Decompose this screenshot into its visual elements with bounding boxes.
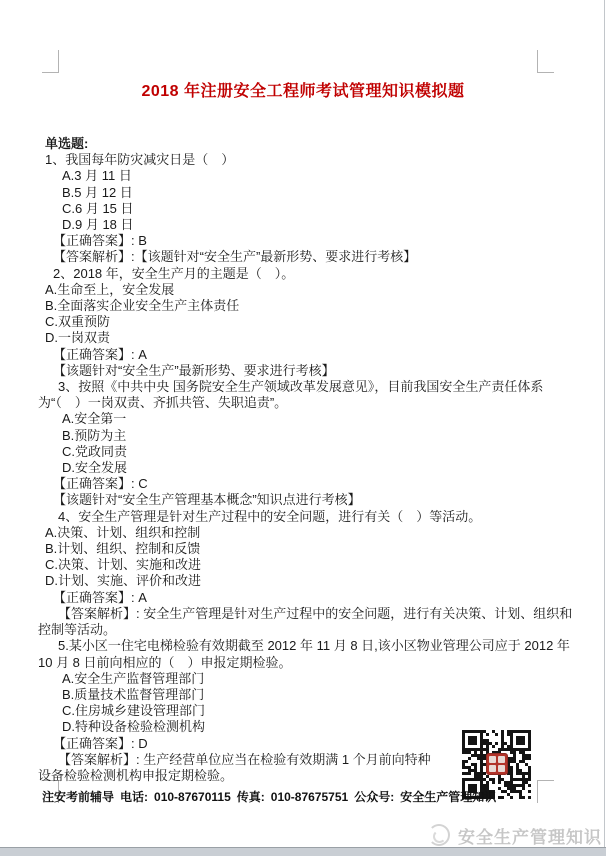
- answer-value: A: [138, 589, 147, 605]
- analysis-line: 【答案解析】:【该题针对“安全生产”最新形势、要求进行考核】: [53, 249, 417, 265]
- option-line: A.决策、计划、组织和控制: [45, 524, 201, 540]
- analysis-line: 【答案解析】: 生产经营单位应当在检验有效期满 1 个月前向特种设备检验检测机构申报定期检验。: [38, 751, 431, 783]
- footer-brand: 注安考前辅导: [42, 790, 115, 804]
- question-block: [38, 508, 577, 639]
- option-list: [45, 671, 577, 736]
- option-line: D.计划、实施、评价和改进: [45, 573, 202, 589]
- option-line: A.3 月 11 日: [62, 168, 132, 184]
- answer-label: 【正确答案】:: [53, 589, 135, 605]
- margin-mark-top-left: [42, 50, 59, 73]
- option-line: C.决策、计划、实施和改进: [45, 557, 202, 573]
- option-line: A.安全第一: [62, 411, 127, 427]
- option-line: B.质量技术监督管理部门: [62, 686, 205, 702]
- analysis-line: 【答案解析】: 安全生产管理是针对生产过程中的安全问题，进行有关决策、计划、组织和控制等活动。: [38, 605, 573, 638]
- document-body: [38, 136, 577, 784]
- question-stem: 3、按照《中共中央 国务院安全生产领域改革发展意见》，目前我国安全生产责任体系为“（ ）一岗双责、齐抓共管、失职追责”。: [38, 379, 544, 411]
- fax-number: 010-87675751: [270, 790, 349, 804]
- account-label: 公众号:: [354, 790, 395, 804]
- margin-mark-top-right: [537, 50, 554, 73]
- question-block: [38, 379, 577, 509]
- answer-line: [45, 590, 577, 606]
- answer-label: 【正确答案】:: [53, 233, 135, 249]
- option-line: B.5 月 12 日: [62, 184, 133, 200]
- watermark-text: 安全生产管理知识: [458, 827, 602, 847]
- answer-value: C: [138, 476, 148, 492]
- answer-value: B: [138, 233, 147, 249]
- option-list: [45, 282, 577, 347]
- question-block: [45, 152, 577, 265]
- answer-line: [45, 347, 577, 363]
- option-line: C.住房城乡建设管理部门: [62, 703, 206, 719]
- analysis-line: 【该题针对“安全生产管理基本概念”知识点进行考核】: [53, 492, 361, 508]
- answer-label: 【正确答案】:: [53, 476, 135, 492]
- question-list: [38, 152, 577, 784]
- page-edge-right: [604, 0, 605, 848]
- option-line: C.6 月 15 日: [62, 200, 134, 216]
- option-line: D.一岗双责: [45, 330, 111, 346]
- answer-line: [45, 476, 577, 492]
- phone-label: 电话:: [120, 790, 149, 804]
- question-block: [45, 266, 577, 379]
- phone-number: 010-87670115: [154, 790, 231, 804]
- brand-logo-icon: [428, 824, 450, 846]
- page-edge-bottom: [0, 847, 606, 856]
- option-line: D.特种设备检验检测机构: [62, 719, 206, 735]
- answer-label: 【正确答案】:: [53, 735, 135, 751]
- qr-seal-icon: [486, 753, 508, 775]
- option-line: C.党政同责: [62, 443, 128, 459]
- question-stem: 5.某小区一住宅电梯检验有效期截至 2012 年 11 月 8 日,该小区物业管理公司应于 2012 年 10 月 8 日前向相应的（ ）申报定期检验。: [38, 638, 570, 670]
- answer-value: D: [138, 735, 148, 751]
- option-line: C.双重预防: [45, 314, 111, 330]
- answer-line: [45, 233, 577, 249]
- answer-label: 【正确答案】:: [53, 346, 135, 362]
- footer-contact: [42, 788, 497, 805]
- question-stem: 1、我国每年防灾减灾日是（ ）: [45, 152, 235, 168]
- section-header: 单选题:: [45, 136, 89, 151]
- question-stem: 4、安全生产管理是针对生产过程中的安全问题，进行有关（ ）等活动。: [58, 508, 482, 524]
- option-line: A.安全生产监督管理部门: [62, 670, 205, 686]
- option-list: [45, 168, 577, 233]
- analysis-line: 【该题针对“安全生产”最新形势、要求进行考核】: [53, 362, 335, 378]
- option-line: A.生命至上，安全发展: [45, 281, 175, 297]
- watermark-brand: [428, 822, 602, 848]
- page-title: 2018 年注册安全工程师考试管理知识模拟题: [141, 83, 465, 100]
- option-line: D.9 月 18 日: [62, 217, 134, 233]
- option-list: [45, 525, 577, 590]
- option-line: B.全面落实企业安全生产主体责任: [45, 298, 240, 314]
- account-name: 安全生产管理知识: [400, 790, 497, 804]
- question-stem: 2、2018 年，安全生产月的主题是（ ）。: [53, 265, 295, 281]
- option-line: D.安全发展: [62, 460, 128, 476]
- fax-label: 传真:: [236, 790, 265, 804]
- answer-value: A: [138, 346, 147, 362]
- option-line: B.计划、组织、控制和反馈: [45, 541, 201, 557]
- option-line: B.预防为主: [62, 427, 127, 443]
- option-list: [45, 411, 577, 476]
